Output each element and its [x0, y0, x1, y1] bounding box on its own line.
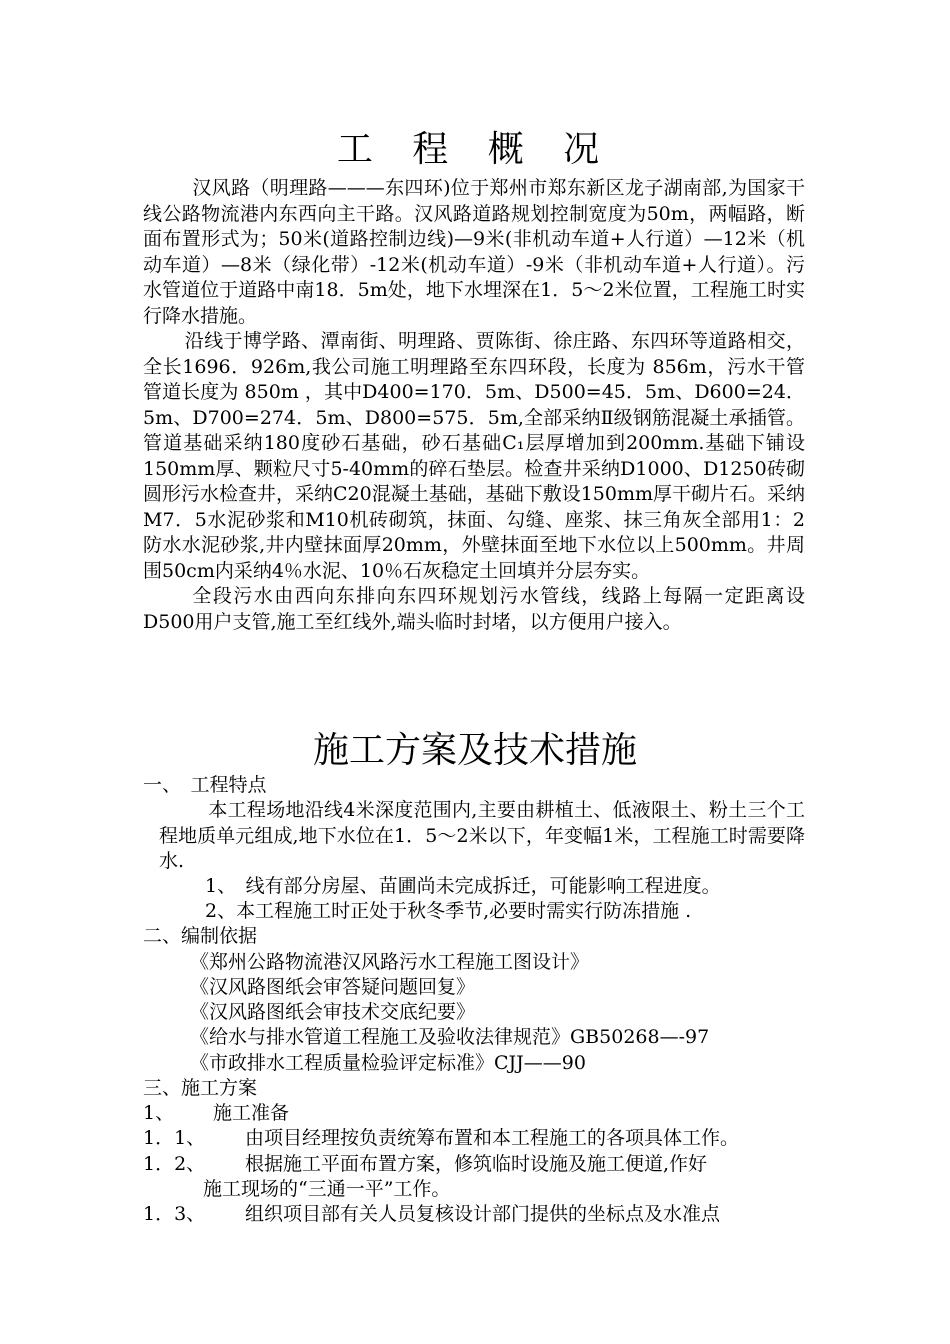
- reference-item: 《汉风路图纸会审技术交底纪要》: [190, 1001, 476, 1023]
- subsection-1-number: 1、: [143, 1102, 175, 1124]
- reference-item: 《给水与排水管道工程施工及验收法律规范》GB50268—-97: [190, 1026, 710, 1048]
- section-1-body: [159, 798, 805, 875]
- item-1-3-number: 1．3、: [143, 1203, 206, 1225]
- item-1-1-text: 由项目经理按负责统筹布置和本工程施工的各项具体工作。: [245, 1127, 740, 1149]
- title-construction-plan: 施工方案及技术措施: [312, 730, 637, 771]
- overview-paragraph-2: 沿线于博学路、潭南街、明理路、贾陈街、徐庄路、东四环等道路相交，全长1696．926m,我公司施工明理路至东四环段，长度为 856m，污水干管管道长度为 850m ，其中D400=170．5m、D500=45．5m、D600=24．5m、D700=274．5m、D800=575．5m,全部采纳Ⅱ级钢筋混凝土承插管。管道基础采纳180度砂石基础，砂石基础C₁层厚增加到200mm.基础下铺设150mm厚、颗粒尺寸5-40mm的碎石垫层。检查井采纳D1000、D1250砖砌圆形污水检查井，采纳C20混凝土基础，基础下敷设150mm厚干砌片石。采纳M7．5水泥砂浆和M10机砖砌筑，抹面、勾缝、座浆、抹三角灰全部用1：2防水水泥砂浆,井内壁抹面厚20mm，外壁抹面至地下水位以上500mm。井周围50cm内采纳4％水泥、10％石灰稳定土回填并分层夯实。: [143, 330, 806, 582]
- section-1-paragraph: 本工程场地沿线4米深度范围内,主要由耕植土、低液限土、粉土三个工程地质单元组成,地下水位在1．5～2米以下，年变幅1米，工程施工时需要降水.: [159, 799, 805, 872]
- reference-item: 《汉风路图纸会审答疑问题回复》: [190, 976, 476, 998]
- section-1-heading: 一、 工程特点: [143, 774, 267, 796]
- item-1-1-number: 1．1、: [143, 1127, 206, 1149]
- reference-item: 《市政排水工程质量检验评定标准》CJJ——90: [190, 1052, 586, 1074]
- item-1-2-continuation: 施工现场的“三通一平”工作。: [203, 1178, 451, 1200]
- section-1-item-2: 2、本工程施工时正处于秋冬季节,必要时需实行防冻措施 .: [205, 900, 692, 922]
- section-1-item-1: 1、 线有部分房屋、苗圃尚未完成拆迁，可能影响工程进度。: [205, 875, 721, 897]
- overview-section: [143, 176, 805, 635]
- item-1-2-number: 1．2、: [143, 1153, 206, 1175]
- subsection-1-title: 施工准备: [213, 1102, 290, 1124]
- item-1-3-text: 组织项目部有关人员复核设计部门提供的坐标点及水准点: [245, 1203, 721, 1225]
- section-3-heading: 三、施工方案: [143, 1077, 258, 1099]
- title-project-overview: 工 程 概 况: [336, 129, 614, 170]
- reference-item: 《郑州公路物流港汉风路污水工程施工图设计》: [190, 951, 590, 973]
- section-2-heading: 二、编制依据: [143, 925, 258, 947]
- item-1-2-text: 根据施工平面布置方案，修筑临时设施及施工便道,作好: [245, 1153, 708, 1175]
- overview-paragraph-3: 全段污水由西向东排向东四环规划污水管线，线路上每隔一定距离设D500用户支管,施工至红线外,端头临时封堵，以方便用户接入。: [143, 585, 805, 633]
- overview-paragraph-1: 汉风路（明理路———东四环)位于郑州市郑东新区龙子湖南部,为国家干线公路物流港内东西向主干路。汉风路道路规划控制宽度为50m，两幅路，断面布置形式为；50米(道路控制边线)—9米(非机动车道+人行道）—12米（机动车道）—8米（绿化带）-12米(机动车道）-9米（非机动车道+人行道）。污水管道位于道路中南18．5m处，地下水埋深在1．5～2米位置，工程施工时实行降水措施。: [143, 177, 805, 327]
